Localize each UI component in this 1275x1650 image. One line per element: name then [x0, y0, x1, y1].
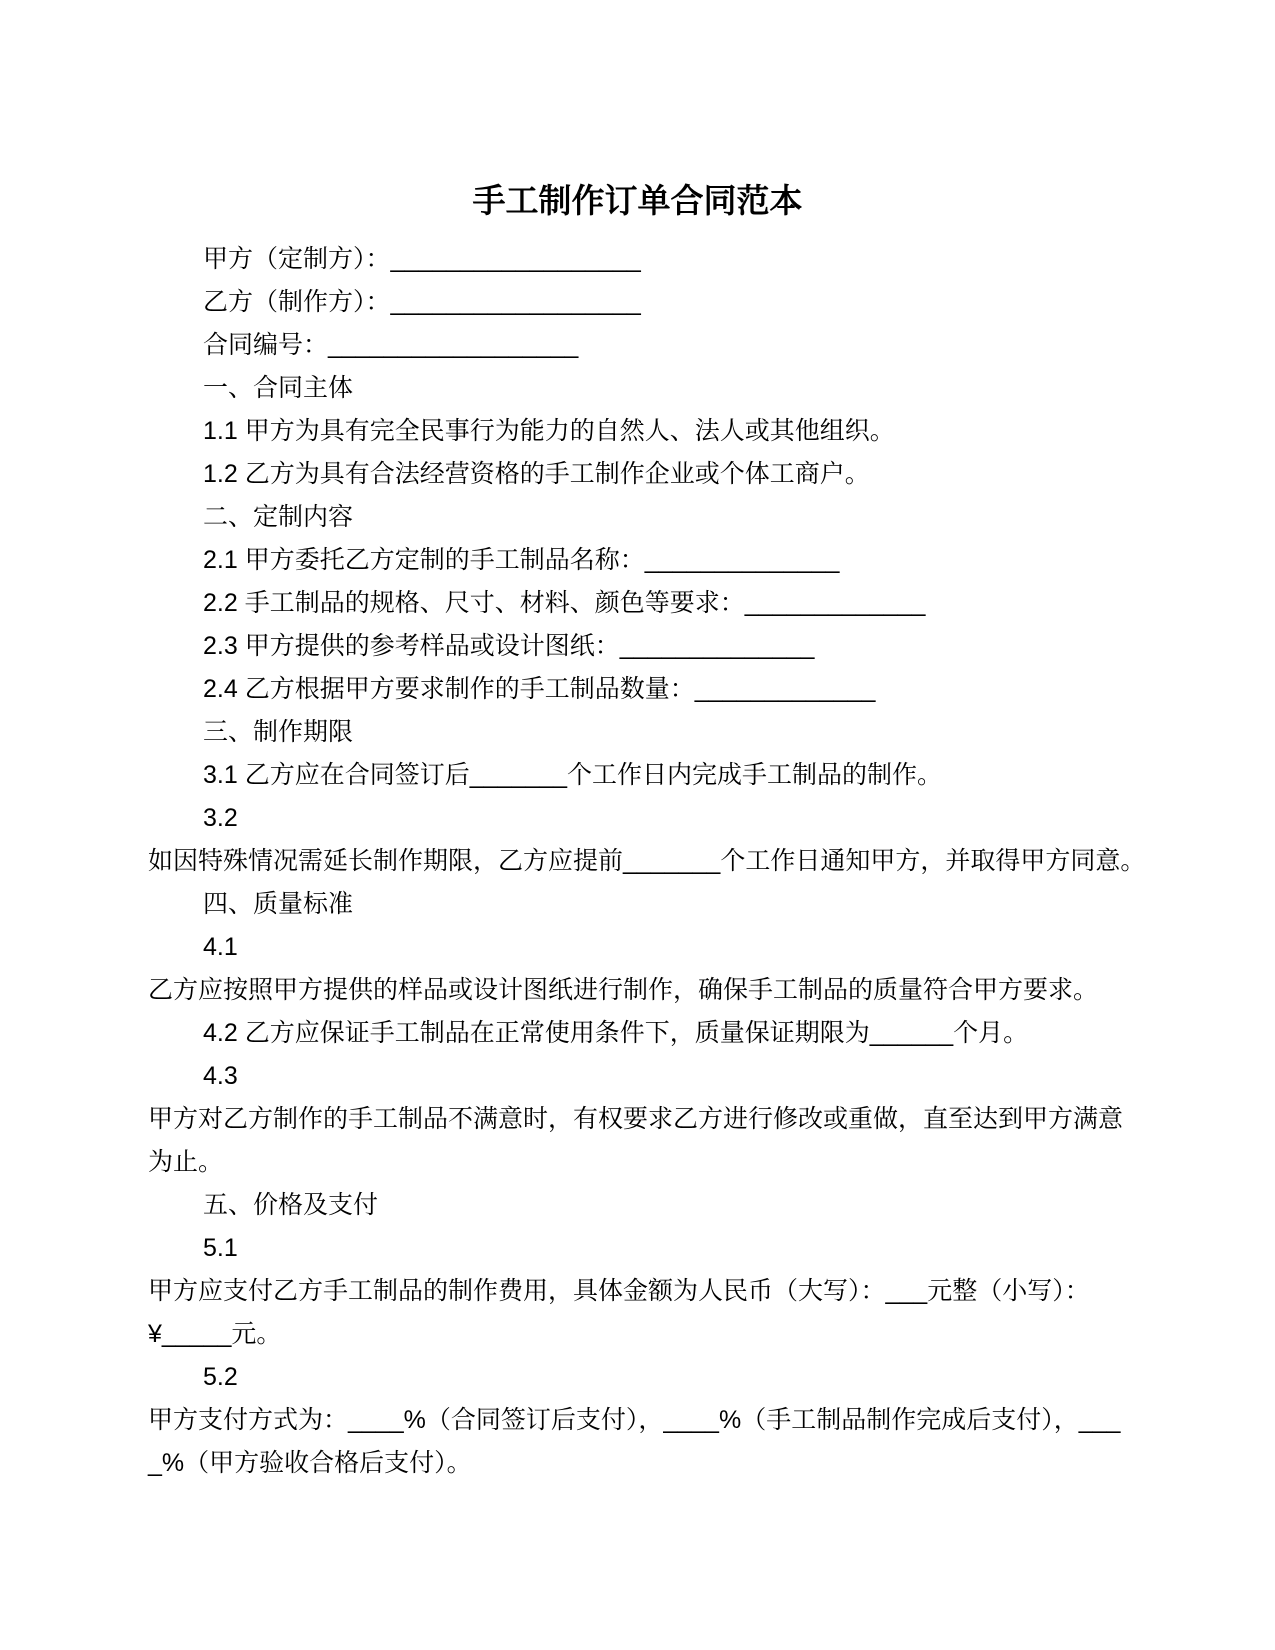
party-a-line: 甲方（定制方）：__________________ [203, 245, 641, 273]
contract-number-line: 合同编号：__________________ [203, 331, 579, 359]
clause-3-2-number: 3.2 [203, 804, 238, 832]
clause-2-1: 2.1 甲方委托乙方定制的手工制品名称：______________ [203, 546, 840, 574]
clause-4-2: 4.2 乙方应保证手工制品在正常使用条件下，质量保证期限为______个月。 [203, 1019, 1029, 1047]
clause-2-4: 2.4 乙方根据甲方要求制作的手工制品数量：_____________ [203, 675, 876, 703]
clause-5-1-text: 甲方应支付乙方手工制品的制作费用，具体金额为人民币（大写）：___元整（小写）： [148, 1277, 1090, 1305]
party-b-line: 乙方（制作方）：__________________ [203, 288, 641, 316]
clause-1-1: 1.1 甲方为具有完全民事行为能力的自然人、法人或其他组织。 [203, 417, 895, 445]
clause-5-2-text: 甲方支付方式为：____%（合同签订后支付），____%（手工制品制作完成后支付），___ [148, 1406, 1121, 1434]
clause-2-2: 2.2 手工制品的规格、尺寸、材料、颜色等要求：_____________ [203, 589, 926, 617]
section-5-heading: 五、价格及支付 [203, 1191, 379, 1219]
clause-5-2-text-cont: _%（甲方验收合格后支付）。 [148, 1449, 472, 1477]
clause-4-1-text: 乙方应按照甲方提供的样品或设计图纸进行制作，确保手工制品的质量符合甲方要求。 [148, 976, 1099, 1004]
clause-5-2-number: 5.2 [203, 1363, 238, 1391]
clause-4-3-number: 4.3 [203, 1062, 238, 1090]
section-4-heading: 四、质量标准 [203, 890, 354, 918]
clause-5-1-number: 5.1 [203, 1234, 238, 1262]
section-2-heading: 二、定制内容 [203, 503, 354, 531]
section-1-heading: 一、合同主体 [203, 374, 354, 402]
clause-4-1-number: 4.1 [203, 933, 238, 961]
clause-2-3: 2.3 甲方提供的参考样品或设计图纸：______________ [203, 632, 815, 660]
clause-3-1: 3.1 乙方应在合同签订后_______个工作日内完成手工制品的制作。 [203, 761, 943, 789]
section-3-heading: 三、制作期限 [203, 718, 354, 746]
clause-1-2: 1.2 乙方为具有合法经营资格的手工制作企业或个体工商户。 [203, 460, 870, 488]
clause-4-3-text: 甲方对乙方制作的手工制品不满意时，有权要求乙方进行修改或重做，直至达到甲方满意 [148, 1105, 1124, 1133]
clause-5-1-amount-line: ¥_____元。 [148, 1320, 282, 1348]
clause-3-2-text: 如因特殊情况需延长制作期限，乙方应提前_______个工作日通知甲方，并取得甲方同意。 [148, 847, 1146, 875]
clause-4-3-text-cont: 为止。 [148, 1148, 224, 1176]
document-title: 手工制作订单合同范本 [472, 182, 803, 219]
document-body [0, 238, 1275, 1485]
